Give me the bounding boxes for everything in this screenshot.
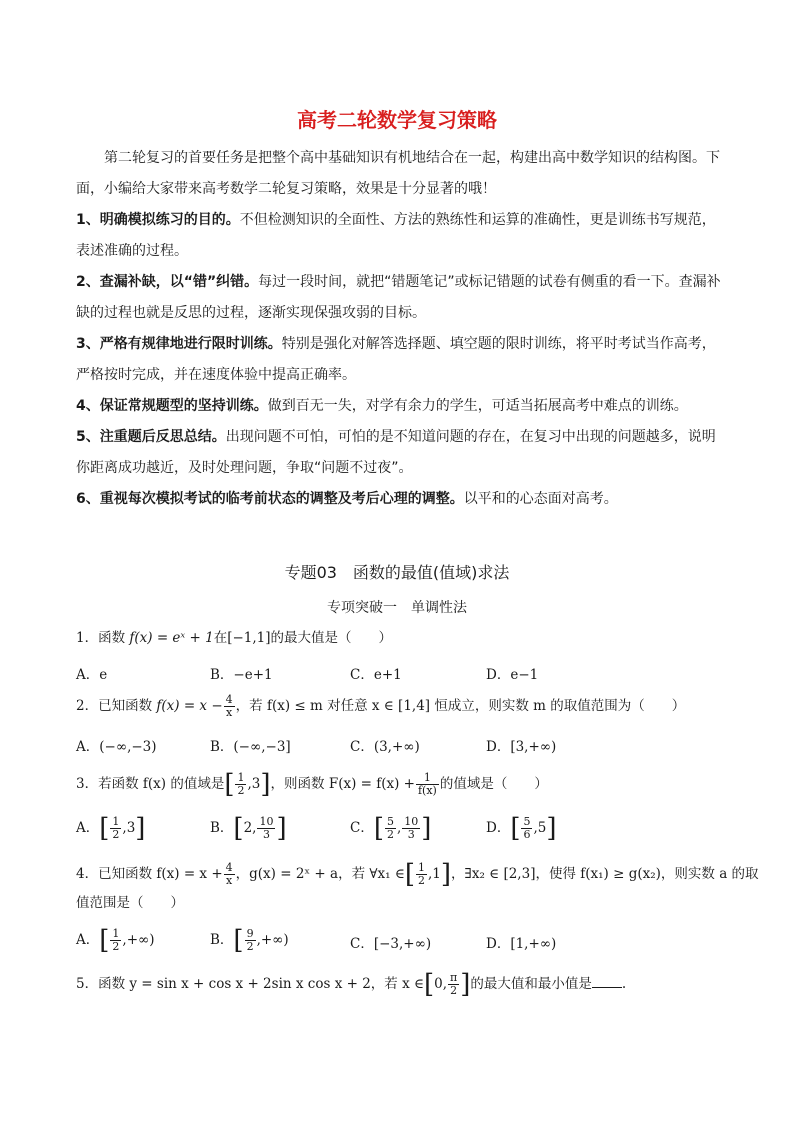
q3c-denominator-1: 2 [387,828,394,841]
q4-bracket-close: ] [440,859,452,890]
tip-3-text: 特别是强化对解答选择题、填空题的限时训练，将平时考试当作高考，严格按时完成，并在速度体验中提高正确率。 [76,336,716,383]
q3-range-fraction [235,772,246,797]
q3-option-b-label: B． [210,820,234,836]
question-4 [76,859,759,890]
q3b-pre: 2, [243,820,257,836]
q2-frac-numerator: 4 [225,693,233,706]
q4-option-a-label: A． [76,932,100,948]
q1-stem-a: 函数 [98,630,130,646]
q2-fraction [224,694,235,719]
q5-bracket-close: ] [460,969,471,1000]
q5-fraction [448,972,459,997]
question-3 [76,769,736,800]
q4-bracket-open: [ [404,859,415,890]
q3b-fraction [257,816,275,841]
q3-option-d [486,813,557,844]
q4b-fraction [245,928,256,953]
q2-number: 2． [76,698,99,714]
tip-1-heading: 1、明确模拟练习的目的。 [76,212,240,228]
q3-option-d-label: D． [486,820,511,836]
q4-option-b-label: B． [210,932,234,948]
q1-option-a: A．e [76,667,108,683]
q3c-fraction-1 [385,816,396,841]
q3c-bracket-open: [ [373,813,384,844]
q3-number: 3． [76,776,99,792]
q1-stem-c: 的最大值是（ ） [270,630,393,646]
q3c-numerator-2: 10 [404,815,419,828]
q3c-fraction-2 [402,816,420,841]
q4-interval-fraction [416,862,427,887]
q2-frac-denominator: x [226,706,233,719]
q2-stem-a: 已知函数 [98,698,157,714]
q5-int-pre: 0, [434,976,448,992]
question-1 [76,628,736,648]
q3d-bracket-open: [ [510,813,521,844]
q3a-bracket-close: ] [135,813,146,844]
q2-expression: f(x) = x − [156,698,223,714]
q3c-bracket-close: ] [421,813,432,844]
tip-5-heading: 5、注重题后反思总结。 [76,429,226,445]
q4b-rest: ,+∞) [256,932,289,948]
q3d-numerator: 5 [523,815,531,828]
tip-2-text: 每过一段时间，就把“错题笔记”或标记错题的试卷有侧重的看一下。查漏补缺的过程也就是反思的过程，逐渐实现保强攻弱的目标。 [76,274,721,321]
q3b-bracket-open: [ [233,813,244,844]
q4b-denominator: 2 [246,940,254,953]
q5-answer-blank[interactable] [592,975,622,988]
tip-2 [76,267,726,329]
tip-3 [76,329,726,391]
page-title: 高考二轮数学复习策略 [297,108,497,132]
tip-4-heading: 4、保证常规题型的坚持训练。 [76,398,268,414]
q3-bracket-close: ] [260,769,271,800]
q3-option-a-label: A． [76,820,100,836]
q4-option-d-label: D． [486,936,511,952]
q3b-numerator: 10 [259,815,274,828]
q4-stem-c: ，∃x₂ ∈ [2,3]，使得 f(x₁) ≥ g(x₂)，则实数 a 的取 [451,866,759,882]
q1-interval: [−1,1] [227,630,271,646]
q3-range-numerator: 1 [237,771,245,784]
q1-option-b: B．−e+1 [210,667,273,683]
q4-int-numerator: 1 [417,861,425,874]
q4-option-b [210,925,289,956]
q4-option-c [350,932,431,952]
section-title: 专题03 函数的最值(值域)求法 [284,563,510,582]
tip-6 [76,484,726,515]
q4-stem-a: 已知函数 f(x) = x + [98,866,223,882]
tip-2-heading: 2、查漏补缺，以“错”纠错。 [76,274,259,290]
question-5 [76,969,736,1000]
q5-denominator: 2 [450,984,458,997]
q2-option-c: C．(3,+∞) [350,739,420,755]
q4b-bracket-open: [ [233,925,244,956]
q3d-bracket-close: ] [546,813,557,844]
tip-5-text: 出现问题不可怕，可怕的是不知道问题的存在，在复习中出现的问题越多，说明你距离成功越近，及时处理问题，争取“问题不过夜”。 [76,429,716,476]
intro-paragraph: 第二轮复习的首要任务是把整个高中基础知识有机地结合在一起，构建出高中数学知识的结构图。下面，小编给大家带来高考数学二轮复习策略，效果是十分显著的哦！ [76,150,720,197]
q4-int-end: ,1 [427,866,441,882]
q3a-rest: ,3 [122,820,136,836]
q4-number: 4． [76,866,99,882]
q3-option-c-label: C． [350,820,374,836]
q4-fraction [224,862,235,887]
q1-option-c: C．e+1 [350,667,402,683]
q3c-numerator-1: 5 [387,815,394,828]
q4-line-2: 值范围是（ ） [76,895,184,911]
q4-option-c-label: C． [350,936,374,952]
q3d-rest: ,5 [533,820,547,836]
q4a-numerator: 1 [112,927,120,940]
q3b-bracket-close: ] [276,813,287,844]
q3-option-a [76,813,146,844]
q4-option-a [76,925,155,956]
q3d-denominator: 6 [523,828,531,841]
q3-bracket-open: [ [224,769,235,800]
q3c-denominator-2: 3 [407,828,415,841]
question-2 [76,694,736,719]
q3-stem-b: ，则函数 F(x) = f(x) + [270,776,415,792]
tip-6-text: 以平和的心态面对高考。 [463,491,618,507]
q2-stem-b: ，若 f(x) ≤ m 对任意 x ∈ [1,4] 恒成立，则实数 m 的取值范围为（ ） [235,698,686,714]
q4-frac-numerator: 4 [225,861,233,874]
q5-bracket-open: [ [423,969,435,1000]
q3-ff-numerator: 1 [416,772,439,785]
tip-4 [76,391,726,422]
q2-option-b: B．(−∞,−3] [210,739,291,755]
q2-option-d: D．[3,+∞) [486,739,557,755]
q3a-fraction [110,816,121,841]
q5-stem-c: . [621,976,627,992]
q4b-numerator: 9 [246,927,254,940]
tip-1 [76,205,726,267]
tip-3-heading: 3、严格有规律地进行限时训练。 [76,336,282,352]
q4a-fraction [110,928,121,953]
q3b-denominator: 3 [262,828,270,841]
q5-stem-b: 的最大值和最小值是 [470,976,592,992]
q4-int-denominator: 2 [417,874,425,887]
tip-1-text: 不但检测知识的全面性、方法的熟练性和运算的准确性，更是训练书写规范，表述准确的过程。 [76,212,716,259]
q3-ff-denominator: f(x) [417,784,437,797]
section-subtitle: 专项突破一 单调性法 [327,600,467,616]
q5-number: 5． [76,976,99,992]
tip-4-text: 做到百无一失，对学有余力的学生，可适当拓展高考中难点的训练。 [267,398,688,414]
q3c-comma: , [397,820,402,836]
q3d-fraction [521,816,532,841]
q4-frac-denominator: x [226,874,233,887]
q3-range-denominator: 2 [237,784,245,797]
q4-option-d-text: [1,+∞) [510,936,557,952]
q4-stem-b: ，g(x) = 2ˣ + a，若 ∀x₁ ∈ [235,866,405,882]
q3-stem-c: 的值域是（ ） [439,776,548,792]
tip-6-heading: 6、重视每次模拟考试的临考前状态的调整及考后心理的调整。 [76,491,464,507]
q5-numerator: π [450,971,458,984]
q1-option-d: D．e−1 [486,667,539,683]
q1-expression: f(x) = eˣ + 1 [129,630,214,646]
q3-function-fraction [416,772,439,797]
tip-5 [76,422,726,484]
q3-option-c [350,813,432,844]
q1-stem-b: 在 [213,630,228,646]
q3-option-b [210,813,287,844]
q3a-numerator: 1 [112,815,120,828]
q2-option-a: A．(−∞,−3) [76,739,157,755]
q4a-rest: ,+∞) [122,932,155,948]
q1-number: 1． [76,630,99,646]
q4-option-c-text: [−3,+∞) [373,936,432,952]
q4a-denominator: 2 [112,940,120,953]
q3a-bracket-open: [ [99,813,110,844]
q5-stem-a: 函数 y = sin x + cos x + 2sin x cos x + 2，若 x ∈ [98,976,424,992]
q4a-bracket-open: [ [99,925,110,956]
q4-option-d [486,932,556,952]
q3a-denominator: 2 [112,828,120,841]
q3-stem-a: 若函数 f(x) 的值域是 [98,776,225,792]
q3-range-end: ,3 [247,776,261,792]
